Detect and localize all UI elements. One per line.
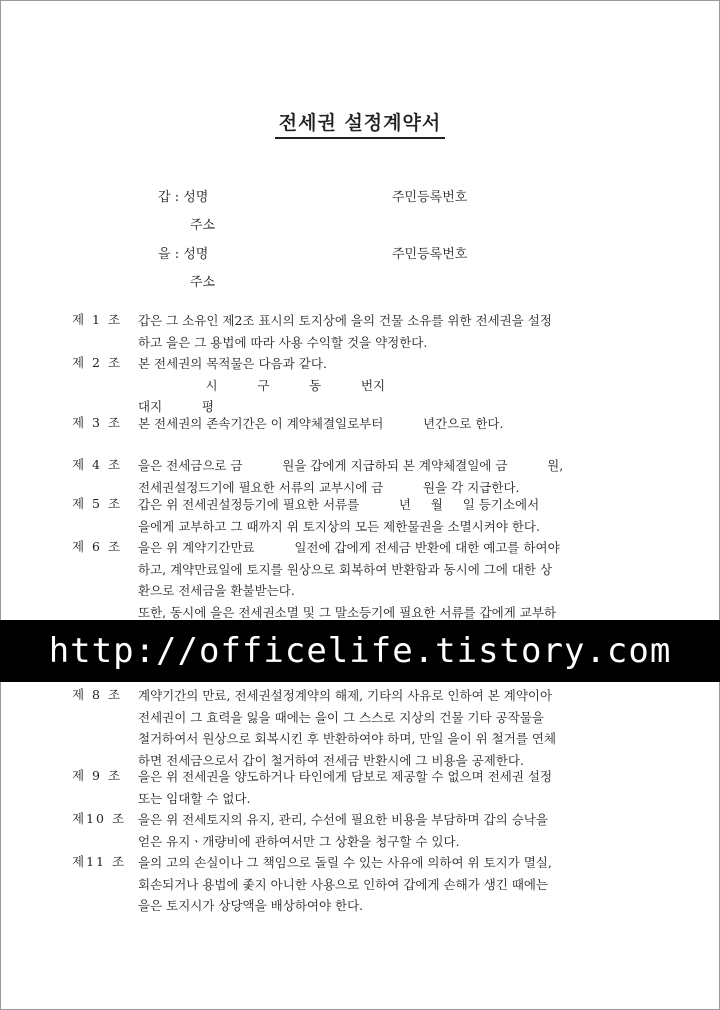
article-line: 갑은 그 소유인 제2조 표시의 토지상에 을의 건물 소유를 위한 전세권을 설정 xyxy=(138,313,552,328)
party-gap-address-label: 주소 xyxy=(190,218,216,233)
article-label: 제 8 조 xyxy=(72,687,123,702)
article-label: 제 1 조 xyxy=(72,312,123,327)
article-11 xyxy=(72,852,662,917)
article-9 xyxy=(72,766,662,809)
party-gap-id-label: 주민등록번호 xyxy=(392,190,468,205)
article-label: 제 2 조 xyxy=(72,355,123,370)
party-eul-id-label: 주민등록번호 xyxy=(392,247,468,262)
article-label: 제10 조 xyxy=(72,811,127,826)
article-line: 본 전세권의 목적물은 다음과 같다. xyxy=(138,356,327,371)
article-label: 제 4 조 xyxy=(72,457,123,472)
article-8 xyxy=(72,685,662,771)
party-gap-name-label: 갑 : 성명 xyxy=(158,190,209,205)
article-10 xyxy=(72,809,662,852)
article-line: 계약기간의 만료, 전세권설정계약의 해제, 기타의 사유로 인하여 본 계약이아 xyxy=(138,688,553,703)
party-eul-name-label: 을 : 성명 xyxy=(158,247,209,262)
article-label: 제 5 조 xyxy=(72,496,123,511)
article-2 xyxy=(72,353,662,418)
article-label: 제11 조 xyxy=(72,854,127,869)
article-line: 을에게 교부하고 그 때까지 위 토지상의 모든 제한물권을 소멸시켜야 한다. xyxy=(138,518,540,534)
article-line: 대지 평 xyxy=(138,399,214,414)
article-label: 제 9 조 xyxy=(72,768,123,783)
article-line: 전세권설정드기에 필요한 서류의 교부시에 금 원을 각 지급한다. xyxy=(138,479,520,495)
document-title: 전세권 설정계약서 xyxy=(0,108,720,135)
article-line: 을의 고의 손실이나 그 책임으로 돌릴 수 있는 사유에 의하여 위 토지가 멸실, xyxy=(138,855,552,870)
article-line: 전세권이 그 효력을 잃을 때에는 을이 그 스스로 지상의 건물 기타 공작물을 xyxy=(138,709,544,725)
article-line: 하고 을은 그 용법에 따라 사용 수익할 것을 약정한다. xyxy=(138,334,428,350)
article-line: 을은 위 계약기간만료 일전에 갑에게 전세금 반환에 대한 예고를 하여야 xyxy=(138,540,560,555)
article-line: 환으로 전세금을 환불받는다. xyxy=(138,583,295,598)
article-line: 얻은 유지ㆍ개량비에 관하여서만 그 상환을 청구할 수 있다. xyxy=(138,833,460,849)
article-label: 제 3 조 xyxy=(72,415,123,430)
article-line: 또한, 동시에 을은 전세권소멸 및 그 말소등기에 필요한 서류를 갑에게 교부하 xyxy=(138,604,557,620)
article-line: 을은 토지시가 상당액을 배상하여야 한다. xyxy=(138,898,364,913)
article-6 xyxy=(72,537,662,623)
article-line: 하고, 계약만료일에 토지를 원상으로 회복하여 반환함과 동시에 그에 대한 상 xyxy=(138,561,553,577)
article-line: 을은 전세금으로 금 원을 갑에게 지급하되 본 계약체결일에 금 원, xyxy=(138,458,564,473)
party-eul-address-label: 주소 xyxy=(190,275,216,290)
article-line: 또는 임대할 수 없다. xyxy=(138,790,251,806)
article-label: 제 6 조 xyxy=(72,539,123,554)
article-line: 갑은 위 전세권설정등기에 필요한 서류를 년 월 일 등기소에서 xyxy=(138,497,540,512)
article-line: 을은 위 전세권을 양도하거나 타인에게 담보로 제공할 수 없으며 전세권 설정 xyxy=(138,769,553,784)
article-1 xyxy=(72,310,662,353)
article-line: 을은 위 전세토지의 유지, 관리, 수선에 필요한 비용을 부담하며 갑의 승낙을 xyxy=(138,812,548,827)
article-line: 철거하여서 원상으로 회복시킨 후 반환하여야 하며, 만일 을이 위 철거를 연체 xyxy=(138,731,557,746)
watermark-banner: http://officelife.tistory.com xyxy=(0,620,720,682)
article-3 xyxy=(72,413,662,435)
article-5 xyxy=(72,494,662,537)
article-line: 시 구 동 번지 xyxy=(138,377,386,393)
article-4 xyxy=(72,455,662,498)
article-line: 회손되거나 용법에 좇지 아니한 사용으로 인하여 갑에게 손해가 생긴 때에는 xyxy=(138,876,549,892)
article-line: 하면 전세금으로서 갑이 철거하여 전세금 반환시에 그 비용을 공제한다. xyxy=(138,752,524,768)
article-line: 본 전세권의 존속기간은 이 계약체결일로부터 년간으로 한다. xyxy=(138,416,504,431)
